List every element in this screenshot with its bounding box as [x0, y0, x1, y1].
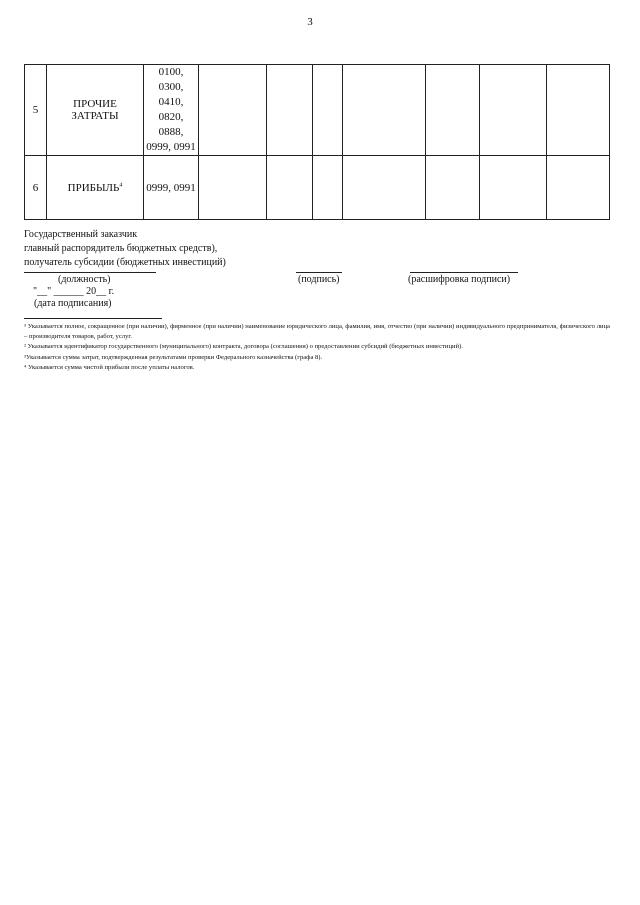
- row-number: 5: [25, 65, 47, 156]
- signatory-line: Государственный заказчик: [24, 229, 138, 240]
- signature-label: (подпись): [298, 274, 340, 285]
- signature-line: [296, 272, 342, 273]
- footnote-item: ³Указывается сумма затрат, подтвержденная результатами проверки Федерального казначейства (графа 8).: [24, 353, 323, 361]
- row-name-line: ПРОЧИЕ: [73, 98, 117, 110]
- footnote-separator: [24, 318, 162, 319]
- row-codes: [144, 65, 199, 156]
- footnotes: [24, 322, 610, 373]
- row-name-text: ПРИБЫЛЬ: [67, 181, 120, 194]
- code-line: 0300,: [158, 81, 184, 93]
- empty-cell: [480, 156, 547, 220]
- footnote-item: ⁴ Указывается сумма чистой прибыли после уплаты налогов.: [24, 363, 195, 371]
- date-field: "__" ______ 20__ г.: [33, 286, 115, 297]
- signatory-block: [24, 228, 226, 270]
- table-row: [25, 65, 610, 156]
- code-line: 0888,: [158, 126, 184, 138]
- empty-cell: [547, 65, 610, 156]
- table-row: [25, 156, 610, 220]
- date-label: (дата подписания): [34, 298, 112, 309]
- cost-table: [24, 64, 610, 220]
- code-line: 0100,: [158, 66, 184, 78]
- empty-cell: [313, 65, 343, 156]
- row-name: [47, 65, 144, 156]
- row-name: [47, 156, 144, 220]
- code-line: 0999, 0991: [146, 141, 196, 153]
- empty-cell: [426, 65, 480, 156]
- footnote-ref: 4: [119, 181, 123, 188]
- signatory-line: главный распорядитель бюджетных средств),: [24, 243, 218, 254]
- position-line: [24, 272, 156, 273]
- footnote-item: ² Указывается идентификатор государственного (муниципального) контракта, договора (соглашения) о предоставлении субсидий (бюджетных инвестиций).: [24, 343, 463, 351]
- signatory-line: получатель субсидии (бюджетных инвестиций): [24, 257, 226, 268]
- row-number: 6: [25, 156, 47, 220]
- code-line: 0820,: [158, 111, 184, 123]
- empty-cell: [199, 65, 267, 156]
- position-label: (должность): [58, 274, 111, 285]
- empty-cell: [267, 156, 313, 220]
- page-number: 3: [307, 16, 313, 28]
- empty-cell: [343, 65, 426, 156]
- row-codes: 0999, 0991: [144, 156, 199, 220]
- empty-cell: [343, 156, 426, 220]
- empty-cell: [199, 156, 267, 220]
- empty-cell: [267, 65, 313, 156]
- decode-label: (расшифровка подписи): [408, 274, 511, 285]
- code-line: 0410,: [158, 96, 184, 108]
- row-name-line: ЗАТРАТЫ: [71, 110, 119, 122]
- empty-cell: [480, 65, 547, 156]
- decode-line: [410, 272, 518, 273]
- empty-cell: [426, 156, 480, 220]
- empty-cell: [313, 156, 343, 220]
- empty-cell: [547, 156, 610, 220]
- footnote-item: ³ Указывается полное, сокращенное (при наличии), фирменное (при наличии) наименование юридического лица, фамилия, имя, отчество (при наличии) индивидуального предпринимателя, физического лица – производителя товаров, работ, услуг.: [24, 323, 610, 341]
